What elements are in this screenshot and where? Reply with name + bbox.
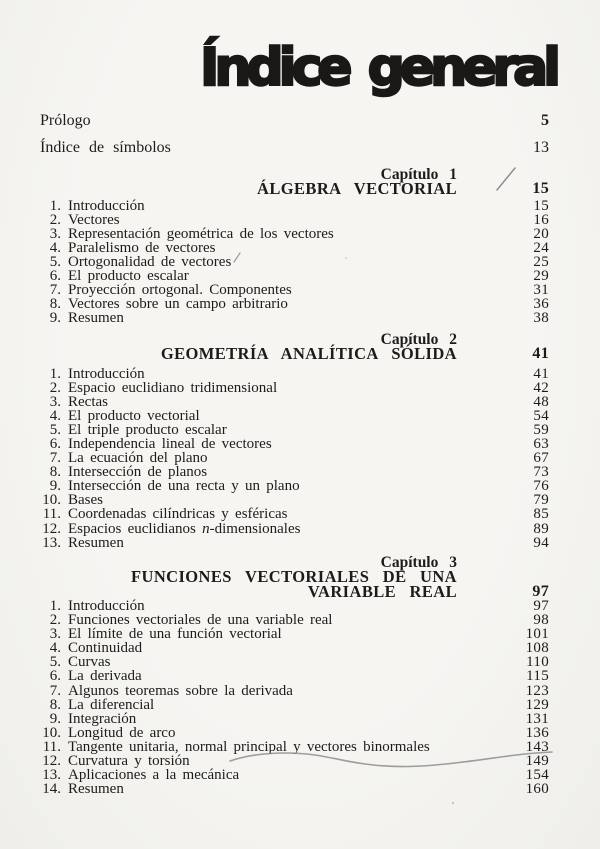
item-title: El límite de una función vectorial <box>68 626 282 643</box>
item-title: Resumen <box>68 534 124 551</box>
toc-item <box>30 726 549 740</box>
item-page: 16 <box>533 211 549 228</box>
item-page: 41 <box>533 365 549 382</box>
toc-item <box>30 522 549 536</box>
item-title: La ecuación del plano <box>68 450 208 467</box>
chapter-label: Capítulo 2 <box>380 331 457 348</box>
item-number: 7. <box>49 682 61 699</box>
item-page: 29 <box>533 267 549 284</box>
chapter-label: Capítulo 1 <box>380 166 457 183</box>
item-title: Intersección de planos <box>68 464 208 481</box>
toc-item <box>30 437 549 451</box>
item-title: El producto vectorial <box>68 407 200 424</box>
item-number: 14. <box>42 781 61 798</box>
item-page: 94 <box>533 534 549 551</box>
item-title: Aplicaciones a la mecánica <box>68 767 240 784</box>
item-page: 79 <box>533 492 549 509</box>
chapter-title-line <box>30 344 549 363</box>
item-number: 4. <box>49 640 61 657</box>
front-matter-page: 5 <box>541 112 549 129</box>
item-number: 13. <box>42 767 61 784</box>
item-title: Representación geométrica de los vectores <box>68 225 334 242</box>
toc-item <box>30 227 549 241</box>
item-number: 13. <box>42 534 61 551</box>
item-title: Vectores sobre un campo arbitrario <box>68 296 288 313</box>
chapter-title: GEOMETRÍA ANALÍTICA SÓLIDA <box>160 344 457 363</box>
item-title: El producto escalar <box>68 267 189 284</box>
item-number: 1. <box>49 365 61 382</box>
item-page: 42 <box>533 379 549 396</box>
item-page: 136 <box>525 724 549 741</box>
item-title: Funciones vectoriales de una variable real <box>68 612 333 629</box>
item-number: 9. <box>49 710 61 727</box>
toc-item <box>30 409 549 423</box>
chapter-title: VARIABLE REAL <box>307 581 457 601</box>
chapter-2-items <box>30 367 549 550</box>
chapter-title: FUNCIONES VECTORIALES DE UNA <box>131 567 457 586</box>
item-title: La diferencial <box>68 696 155 713</box>
front-matter-label: Prólogo <box>40 112 91 129</box>
item-number: 10. <box>42 492 61 509</box>
item-number: 5. <box>49 654 61 671</box>
item-title: Integración <box>68 710 137 727</box>
front-matter-label: Índice de símbolos <box>40 139 171 156</box>
item-page: 143 <box>525 738 549 755</box>
item-number: 8. <box>49 296 61 313</box>
item-title: Continuidad <box>68 640 143 657</box>
item-page: 131 <box>525 710 549 727</box>
item-number: 11. <box>42 738 61 755</box>
item-page: 15 <box>533 197 549 214</box>
item-page: 160 <box>525 781 549 798</box>
item-page: 48 <box>533 393 549 410</box>
item-page: 25 <box>533 253 549 270</box>
item-page: 154 <box>525 767 549 784</box>
chapter-page: 41 <box>532 345 549 362</box>
item-number: 2. <box>49 612 61 629</box>
chapter-title: ÁLGEBRA VECTORIAL <box>257 179 457 198</box>
item-number: 12. <box>42 753 61 770</box>
chapter-title-line <box>30 179 549 198</box>
toc-item <box>30 712 549 726</box>
chapter-1-items <box>30 199 549 326</box>
item-page: 73 <box>533 464 549 481</box>
toc-item <box>30 367 549 381</box>
item-title: Espacio euclidiano tridimensional <box>68 379 278 396</box>
item-page: 98 <box>533 612 549 629</box>
toc-item <box>30 297 549 311</box>
item-title-part: Espacios euclidianos <box>68 520 203 537</box>
item-title: Tangente unitaria, normal principal y vectores binormales <box>68 738 430 755</box>
item-title <box>68 522 300 536</box>
item-number: 6. <box>49 435 61 452</box>
item-number: 5. <box>49 421 61 438</box>
toc-item <box>30 740 549 754</box>
toc-item <box>30 655 549 669</box>
item-title-italic-n: n <box>202 520 210 537</box>
item-page: 24 <box>533 239 549 256</box>
item-page: 85 <box>533 506 549 523</box>
item-title: Proyección ortogonal. Componentes <box>68 282 292 299</box>
item-title: Ortogonalidad de vectores <box>68 253 232 270</box>
item-page: 110 <box>526 654 549 671</box>
item-number: 6. <box>49 668 61 685</box>
item-number: 4. <box>49 407 61 424</box>
toc-item <box>30 269 549 283</box>
item-number: 4. <box>49 239 61 256</box>
scan-speck <box>345 257 347 259</box>
toc-item <box>30 213 549 227</box>
toc-item <box>30 669 549 683</box>
item-title: Independencia lineal de vectores <box>68 435 272 452</box>
toc-item <box>30 451 549 465</box>
chapter-2-section <box>30 333 549 550</box>
item-page: 31 <box>533 282 549 299</box>
toc-item <box>30 641 549 655</box>
item-number: 7. <box>49 282 61 299</box>
chapter-title-line <box>30 567 549 586</box>
item-title: Longitud de arco <box>68 724 176 741</box>
item-title: La derivada <box>68 668 142 685</box>
item-number: 9. <box>49 478 61 495</box>
toc-item <box>30 754 549 768</box>
item-number: 2. <box>49 211 61 228</box>
item-page: 36 <box>533 296 549 313</box>
item-title: Curvatura y torsión <box>68 753 190 770</box>
toc-item <box>30 698 549 712</box>
toc-item <box>30 507 549 521</box>
toc-item <box>30 283 549 297</box>
toc-item <box>30 311 549 325</box>
item-page: 67 <box>533 450 549 467</box>
chapter-3-section <box>30 556 549 796</box>
toc-item <box>30 782 549 796</box>
toc-item <box>30 536 549 550</box>
item-number: 9. <box>49 310 61 327</box>
toc-item <box>30 627 549 641</box>
scan-speck <box>452 802 454 804</box>
item-page: 108 <box>525 640 549 657</box>
item-title: Curvas <box>68 654 111 671</box>
item-title: Algunos teoremas sobre la derivada <box>68 682 293 699</box>
toc-item <box>30 381 549 395</box>
front-matter-row-indice-simbolos <box>40 139 549 157</box>
front-matter-row-prologo <box>40 112 549 130</box>
item-number: 1. <box>49 197 61 214</box>
item-title: Rectas <box>68 393 108 410</box>
page-title: Índice general <box>200 38 556 98</box>
toc-item <box>30 255 549 269</box>
toc-item <box>30 768 549 782</box>
item-number: 7. <box>49 450 61 467</box>
item-number: 3. <box>49 393 61 410</box>
toc-item <box>30 423 549 437</box>
item-page: 115 <box>526 668 549 685</box>
item-page: 129 <box>525 696 549 713</box>
item-title: Introducción <box>68 598 145 614</box>
chapter-title-line <box>30 581 549 601</box>
item-title: Bases <box>68 492 103 509</box>
item-title: Resumen <box>68 781 124 798</box>
item-page: 123 <box>525 682 549 699</box>
item-title: Coordenadas cilíndricas y esféricas <box>68 506 288 523</box>
item-number: 8. <box>49 464 61 481</box>
toc-item <box>30 613 549 627</box>
item-page: 149 <box>525 753 549 770</box>
item-page: 76 <box>533 478 549 495</box>
toc-item <box>30 465 549 479</box>
chapter-page: 97 <box>532 582 549 600</box>
item-number: 2. <box>49 379 61 396</box>
item-title: Intersección de una recta y un plano <box>68 478 300 495</box>
front-matter-page: 13 <box>533 139 549 156</box>
item-number: 3. <box>49 626 61 643</box>
item-page: 63 <box>533 435 549 452</box>
item-page: 20 <box>533 225 549 242</box>
item-page: 101 <box>525 626 549 643</box>
item-number: 5. <box>49 253 61 270</box>
toc-item <box>30 493 549 507</box>
item-title: Introducción <box>68 365 145 382</box>
item-number: 8. <box>49 696 61 713</box>
toc-item <box>30 479 549 493</box>
item-title-part: -dimensionales <box>209 520 301 537</box>
toc-item <box>30 395 549 409</box>
item-title: Paralelismo de vectores <box>68 239 216 256</box>
toc-item <box>30 199 549 213</box>
item-number: 1. <box>49 598 61 614</box>
item-number: 12. <box>42 520 61 537</box>
toc-item <box>30 599 549 613</box>
item-title: Introducción <box>68 197 145 214</box>
item-page: 97 <box>533 598 549 614</box>
chapter-1-section <box>30 168 549 325</box>
item-title: Resumen <box>68 310 124 327</box>
item-title: Vectores <box>68 211 120 228</box>
item-page: 89 <box>533 520 549 537</box>
chapter-page: 15 <box>532 180 549 197</box>
toc-item <box>30 241 549 255</box>
item-number: 3. <box>49 225 61 242</box>
item-number: 6. <box>49 267 61 284</box>
item-page: 59 <box>533 421 549 438</box>
item-number: 10. <box>42 724 61 741</box>
chapter-label: Capítulo 3 <box>380 554 457 571</box>
item-number: 11. <box>42 506 61 523</box>
chapter-3-items <box>30 599 549 796</box>
item-page: 54 <box>533 407 549 424</box>
item-title: El triple producto escalar <box>68 421 227 438</box>
item-page: 38 <box>533 310 549 327</box>
toc-item <box>30 684 549 698</box>
